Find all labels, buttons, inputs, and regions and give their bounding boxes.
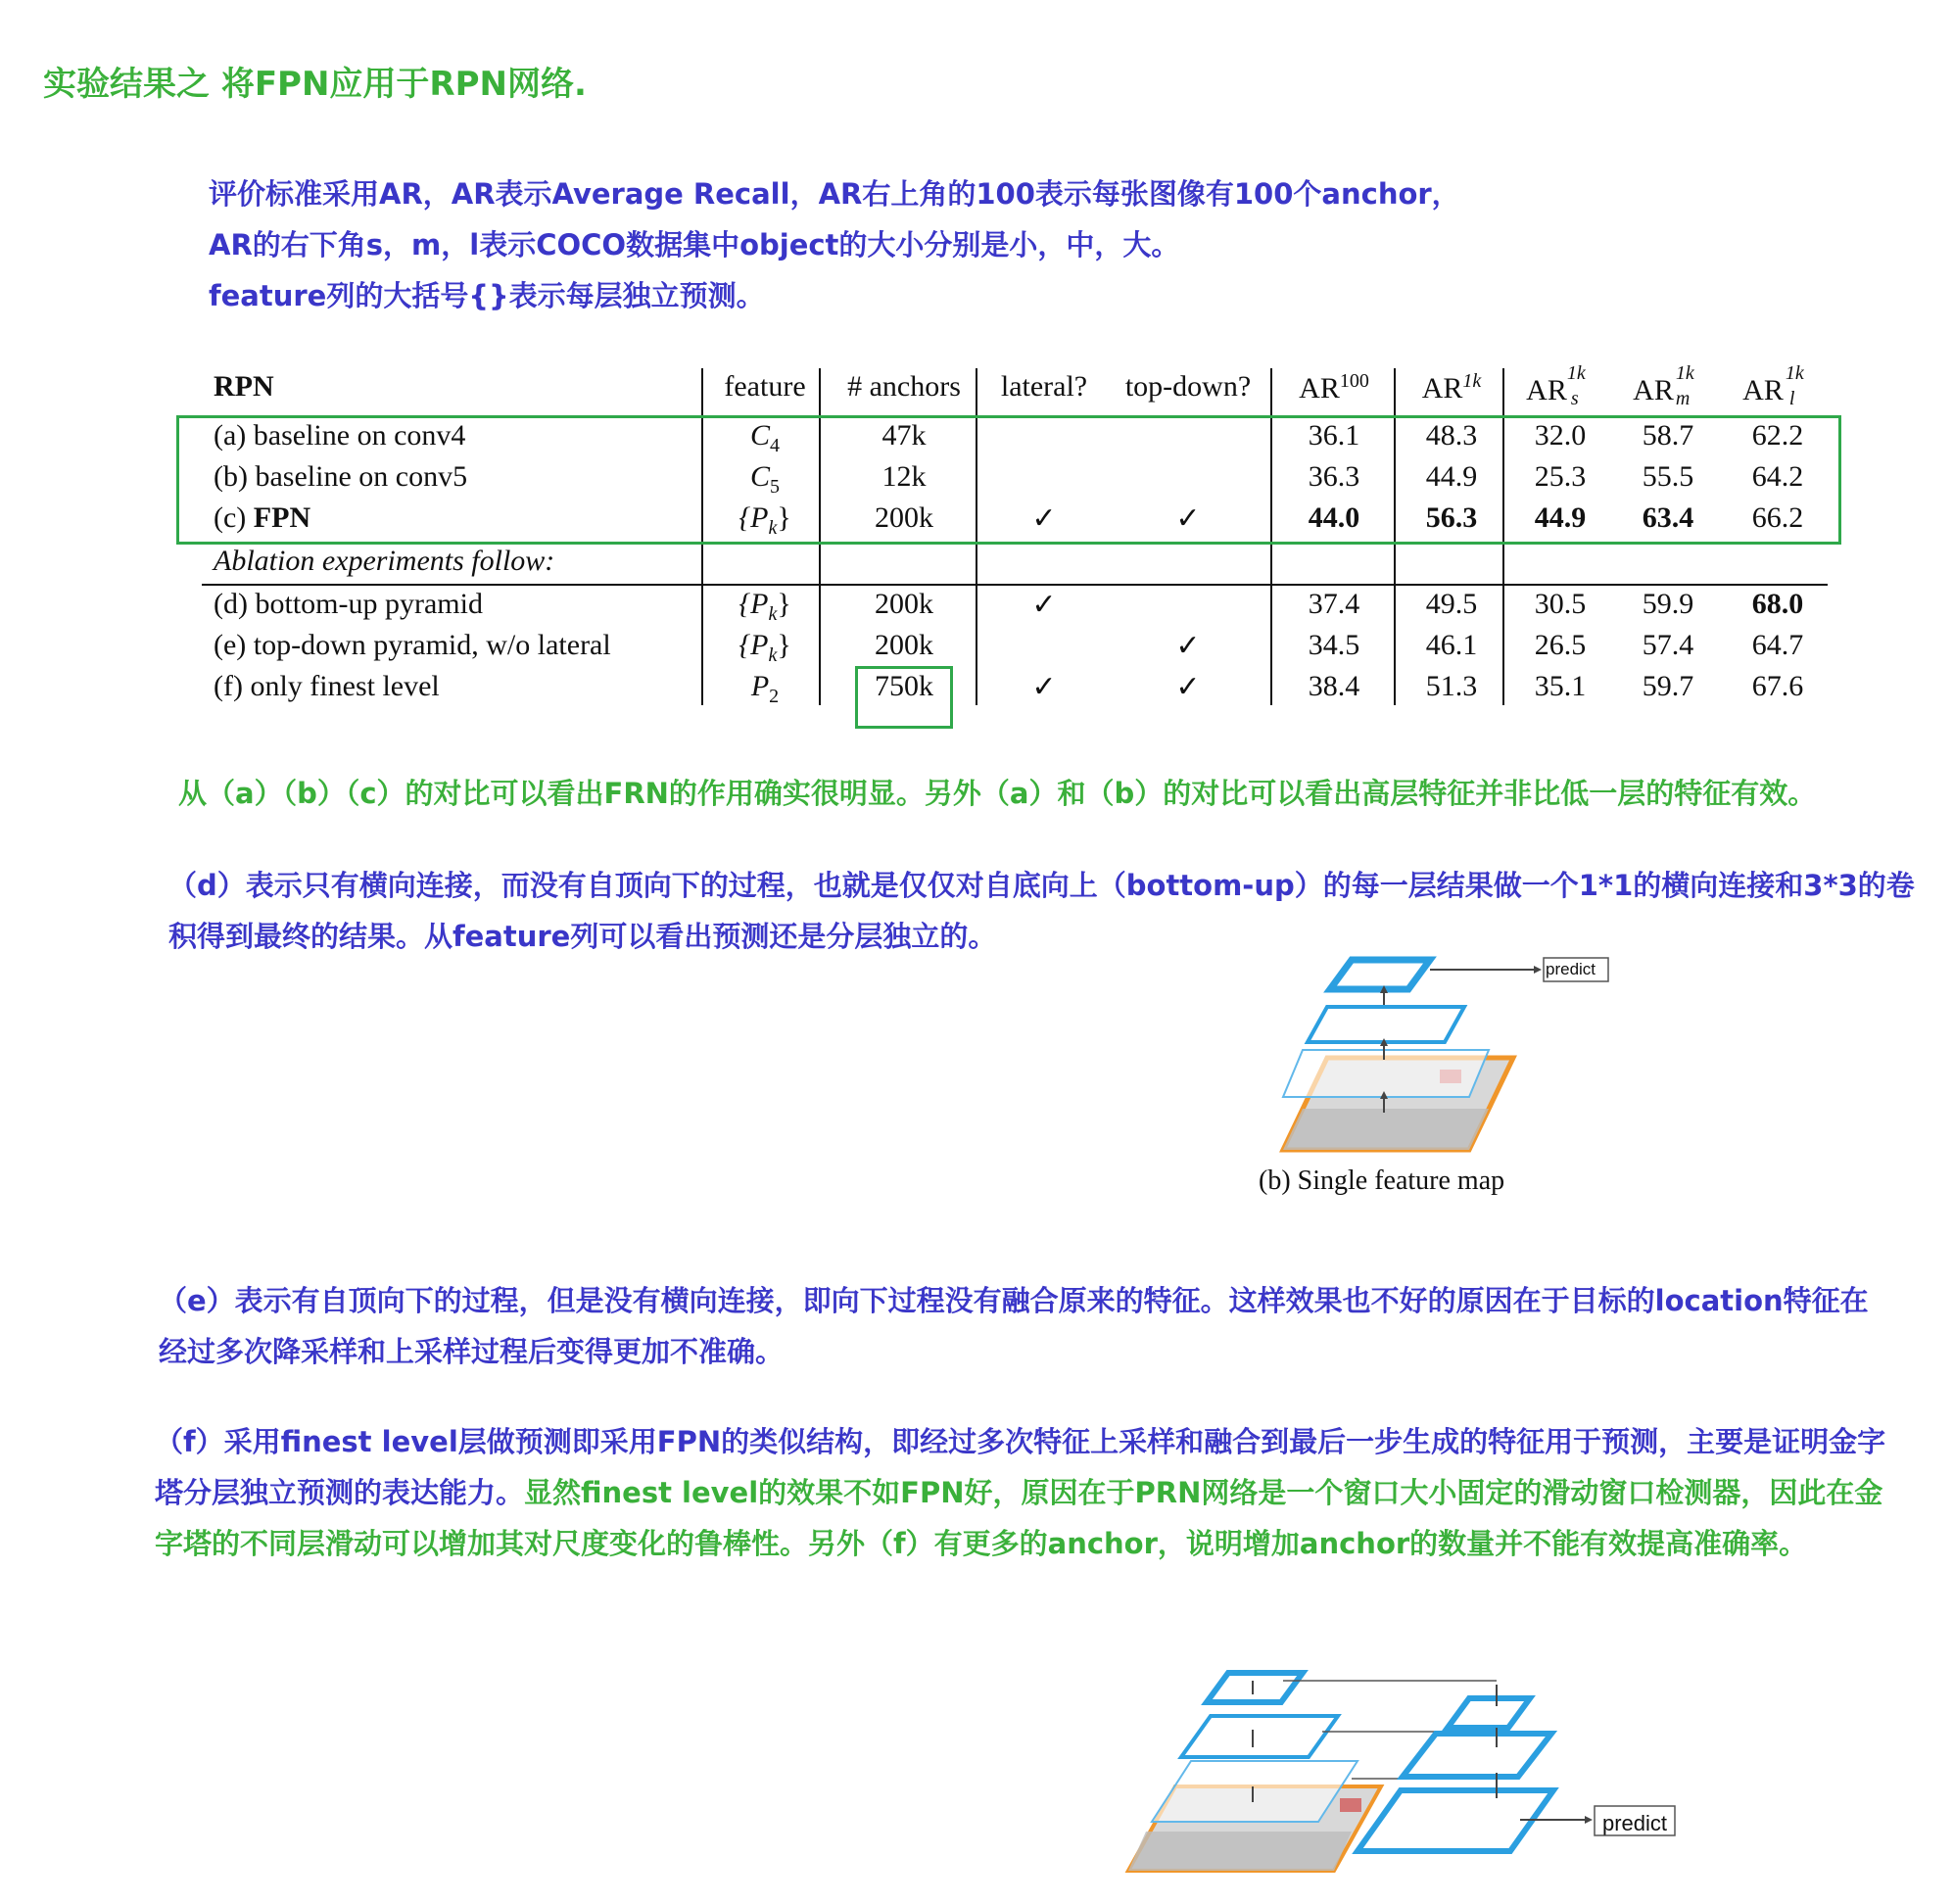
highlight-box-750k — [855, 666, 953, 729]
note-d-line-1: （d）表示只有横向连接，而没有自顶向下的过程，也就是仅仅对自底向上（bottom-up）的每一层结果做一个1*1的横向连接和3*3的卷 — [168, 869, 1915, 902]
ablation-bottom-rule — [202, 584, 1828, 586]
row-b-ar100: 36.3 — [1308, 460, 1360, 493]
header-rpn: RPN — [214, 370, 274, 403]
fpn-image-person — [1340, 1798, 1361, 1812]
row-f-arm: 59.7 — [1642, 670, 1694, 702]
row-f-lateral-check: ✓ — [1031, 671, 1057, 703]
row-d-lateral-check: ✓ — [1031, 589, 1057, 621]
row-d-ar1k: 49.5 — [1425, 588, 1478, 620]
predict-label-fpn: predict — [1602, 1811, 1668, 1835]
fpn-predict-arrow-head — [1585, 1816, 1593, 1824]
row-e-ar1k: 46.1 — [1425, 629, 1478, 661]
intro-line-2: AR的右下角s，m，l表示COCO数据集中object的大小分别是小，中，大。 — [209, 228, 1180, 262]
feature-layer-3 — [1308, 1007, 1464, 1042]
row-e-arm: 57.4 — [1642, 629, 1694, 661]
row-d-ars: 30.5 — [1534, 588, 1587, 620]
row-c-label: (c) FPN — [214, 501, 311, 534]
note-e — [159, 1275, 1869, 1377]
row-a-ar100: 36.1 — [1308, 419, 1360, 452]
header-ar1k: $AR^{1k}$ — [1421, 370, 1482, 405]
row-e-feature: $\{P_k\}$ — [738, 629, 791, 666]
row-f-feature: $P_2$ — [750, 670, 780, 707]
predict-label-single: predict — [1546, 960, 1596, 978]
row-a-arl: 62.2 — [1751, 419, 1804, 452]
header-lateral: lateral? — [1000, 370, 1088, 403]
row-a-ar1k: 48.3 — [1425, 419, 1478, 452]
row-b-feature: $C_5$ — [749, 460, 781, 498]
highlight-box-abc — [176, 415, 1841, 545]
row-c-lateral-check: ✓ — [1031, 502, 1057, 535]
row-c-arm: 63.4 — [1642, 501, 1694, 534]
note-e-line-1: （e）表示有自顶向下的过程，但是没有横向连接，即向下过程没有融合原来的特征。这样效果也不好的原因在于目标的location特征在 — [159, 1284, 1869, 1317]
row-a-label: (a) baseline on conv4 — [214, 419, 466, 452]
row-c-arl: 66.2 — [1751, 501, 1804, 534]
row-d-feature: $\{P_k\}$ — [738, 588, 791, 625]
row-b-anchors: 12k — [881, 460, 927, 493]
row-c-anchors: 200k — [875, 501, 933, 534]
header-ar-large: AR 1k l — [1742, 362, 1804, 409]
row-c-ar1k: 56.3 — [1425, 501, 1478, 534]
note-d — [168, 860, 1915, 962]
row-f-topdown-check: ✓ — [1175, 671, 1201, 703]
note-abc: 从（a）（b）（c）的对比可以看出FRN的作用确实很明显。另外（a）和（b）的对比可以看出高层特征并非比低一层的特征有效。 — [178, 777, 1817, 810]
row-c-topdown-check: ✓ — [1175, 502, 1201, 535]
row-f-ar100: 38.4 — [1308, 670, 1360, 702]
arrow-predict-head — [1534, 966, 1542, 974]
note-f — [155, 1416, 1885, 1569]
fpn-structure-figure — [1117, 1626, 1704, 1890]
note-f-line-3: 字塔的不同层滑动可以增加其对尺度变化的鲁棒性。另外（f）有更多的anchor，说明增加anchor的数量并不能有效提高准确率。 — [155, 1527, 1808, 1560]
fpn-bottomup-layer-top — [1207, 1673, 1303, 1702]
header-anchors: # anchors — [847, 370, 961, 403]
row-e-anchors: 200k — [875, 629, 933, 661]
row-f-ar1k: 51.3 — [1425, 670, 1478, 702]
row-f-ars: 35.1 — [1534, 670, 1587, 702]
fpn-bottomup-layer-3 — [1181, 1716, 1338, 1757]
row-e-arl: 64.7 — [1751, 629, 1804, 661]
row-b-arl: 64.2 — [1751, 460, 1804, 493]
header-ar-medium: AR 1k m — [1633, 362, 1694, 409]
row-c-ars: 44.9 — [1534, 501, 1587, 534]
results-table — [0, 0, 1953, 744]
fpn-topdown-layer-top — [1448, 1698, 1530, 1728]
header-ar-small: AR 1k s — [1526, 362, 1586, 409]
row-a-ars: 32.0 — [1534, 419, 1587, 452]
note-d-line-2: 积得到最终的结果。从feature列可以看出预测还是分层独立的。 — [168, 920, 997, 953]
row-c-ar100: 44.0 — [1308, 501, 1360, 534]
row-e-ar100: 34.5 — [1308, 629, 1360, 661]
note-f-line-2: 塔分层独立预测的表达能力。显然finest level的效果不如FPN好，原因在于PRN网络是一个窗口大小固定的滑动窗口检测器，因此在金 — [155, 1476, 1883, 1509]
row-e-topdown-check: ✓ — [1175, 630, 1201, 662]
fpn-image-boat — [1128, 1832, 1352, 1871]
fpn-topdown-layer-mid — [1403, 1734, 1551, 1777]
row-d-arm: 59.9 — [1642, 588, 1694, 620]
header-topdown: top-down? — [1124, 370, 1252, 403]
feature-layer-top — [1330, 960, 1430, 989]
row-d-ar100: 37.4 — [1308, 588, 1360, 620]
row-a-arm: 58.7 — [1642, 419, 1694, 452]
image-boat-shape — [1283, 1109, 1489, 1150]
header-ar100: AR$^{100}$ — [1299, 370, 1369, 405]
note-e-line-2: 经过多次降采样和上采样过程后变得更加不准确。 — [159, 1335, 785, 1368]
row-d-arl: 68.0 — [1751, 588, 1804, 620]
row-f-label: (f) only finest level — [214, 670, 440, 702]
note-f-line-1: （f）采用finest level层做预测即采用FPN的类似结构，即经过多次特征上采样和融合到最后一步生成的特征用于预测，主要是证明金字 — [155, 1425, 1886, 1458]
row-d-anchors: 200k — [875, 588, 933, 620]
row-e-ars: 26.5 — [1534, 629, 1587, 661]
intro-line-3: feature列的大括号{}表示每层独立预测。 — [209, 279, 765, 312]
feature-layer-2 — [1283, 1050, 1489, 1097]
row-c-feature: $\{P_k\}$ — [738, 501, 791, 539]
row-b-ar1k: 44.9 — [1425, 460, 1478, 493]
row-f-anchors: 750k — [875, 670, 933, 702]
row-f-arl: 67.6 — [1751, 670, 1804, 702]
row-a-anchors: 47k — [881, 419, 927, 452]
row-b-label: (b) baseline on conv5 — [214, 460, 468, 493]
intro-line-1: 评价标准采用AR，AR表示Average Recall，AR右上角的100表示每张图像有100个anchor， — [209, 177, 1460, 211]
header-feature: feature — [724, 370, 806, 403]
row-d-label: (d) bottom-up pyramid — [214, 588, 483, 620]
single-feature-caption: (b) Single feature map — [1259, 1166, 1505, 1196]
page-title: 实验结果之 将FPN应用于RPN网络. — [43, 65, 587, 104]
row-e-label: (e) top-down pyramid, w/o lateral — [214, 629, 611, 661]
ablation-label: Ablation experiments follow: — [214, 545, 555, 577]
row-b-ars: 25.3 — [1534, 460, 1587, 493]
row-b-arm: 55.5 — [1642, 460, 1694, 493]
row-a-feature: $C_4$ — [749, 419, 781, 456]
